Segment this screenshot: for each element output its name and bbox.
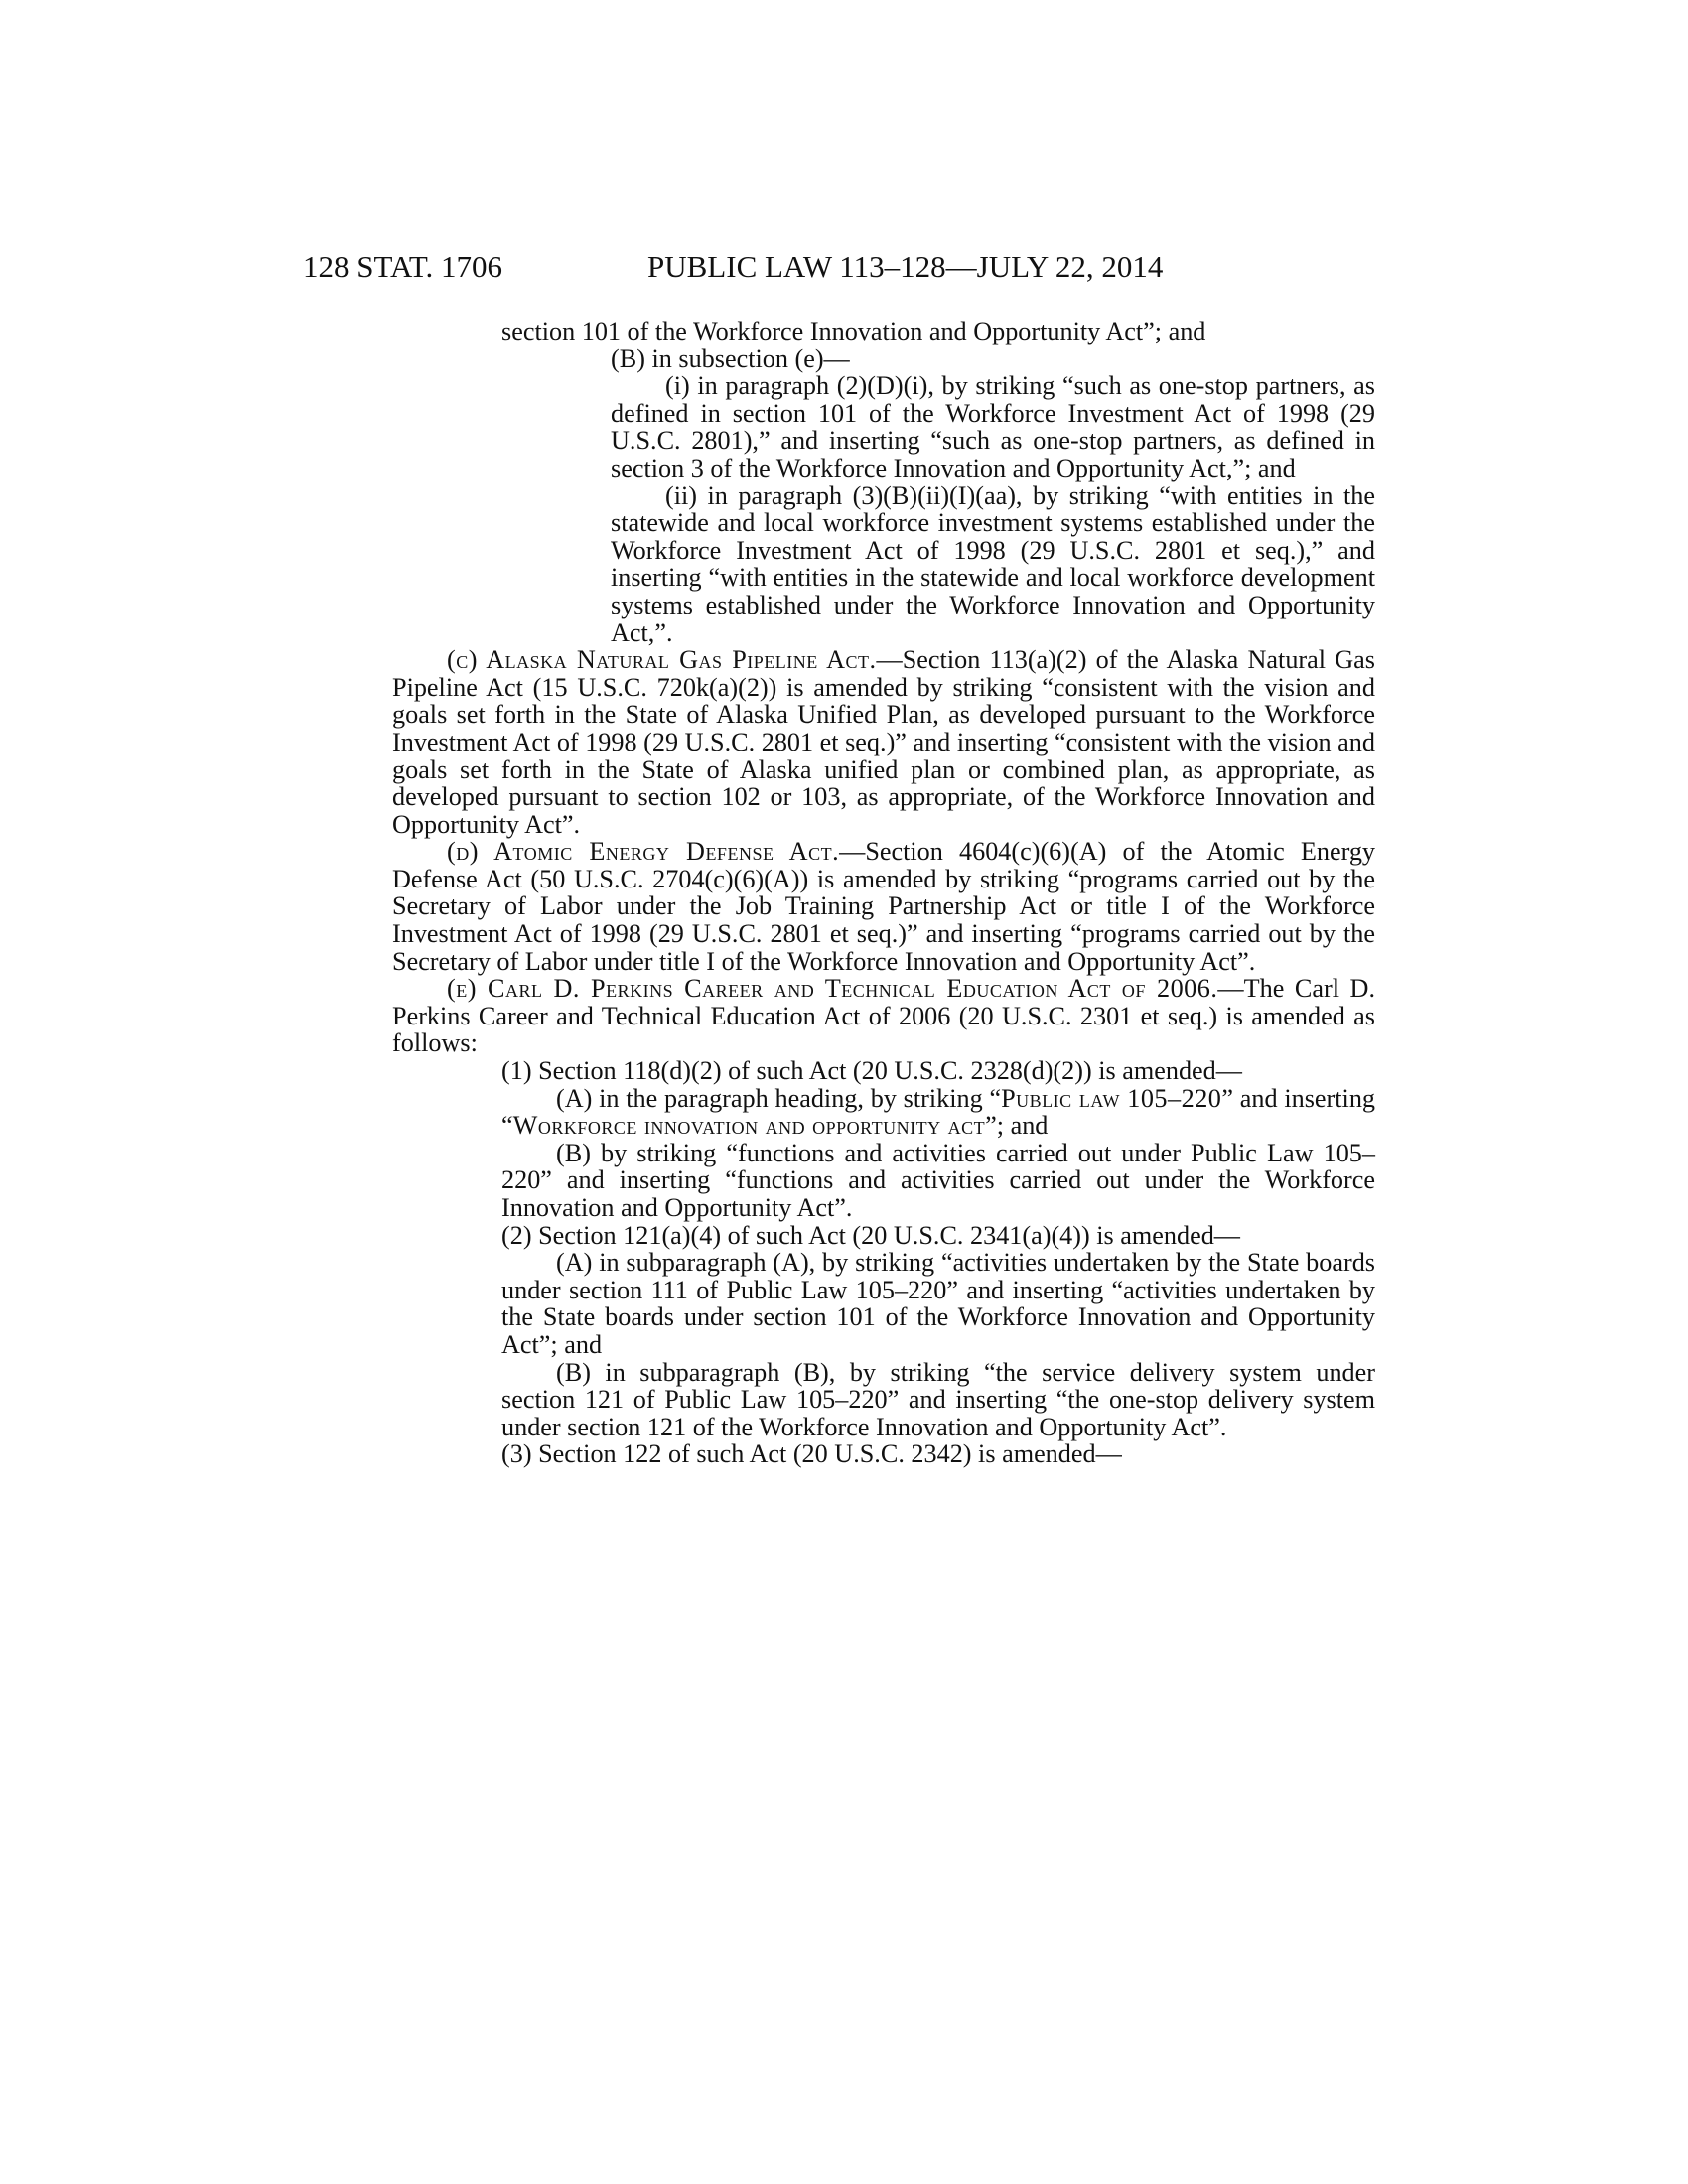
subparagraph-b: (B) in subsection (e)— [611, 343, 850, 373]
subsection-e-text: —The Carl D. Perkins Career and Technical Education Act of 2006 (20 U.S.C. 2301 et seq.) is amended as follows: [392, 974, 1375, 1058]
paragraph-1-subparagraph-b: (B) by striking “functions and activities carried out under Public Law 105–220” and inserting “functions and activities carried out under the Workforce Innovation and Opportunity Act”. [501, 1138, 1375, 1222]
paragraph-2-subparagraph-a: (A) in subparagraph (A), by striking “activities undertaken by the State boards under section 111 of Public Law 105–220” and inserting “activities undertaken by the State boards under section 101 of the Workforce Innovation and Opportunity Act”; and [501, 1248, 1375, 1359]
paragraph-continuation: section 101 of the Workforce Innovation and Opportunity Act”; and [501, 317, 1206, 345]
paragraph-1-a-text-start: (A) in the paragraph heading, by striking “ [556, 1083, 1002, 1113]
document-body [392, 317, 1376, 1469]
subsection-e [392, 975, 1375, 1057]
subsection-c-text: —Section 113(a)(2) of the Alaska Natural Gas Pipeline Act (15 U.S.C. 720k(a)(2)) is amended by striking “consistent with the vision and goals set forth in the State of Alaska Unified Plan, as developed pursuant to the Workforce Investment Act of 1998 (29 U.S.C. 2801 et seq.)” and inserting “consistent with the vision and goals set forth in the State of Alaska unified plan or combined plan, as appropriate, as developed pursuant to section 102 or 103, as appropriate, of the Workforce Innovation and Opportunity Act”. [392, 645, 1375, 839]
paragraph-1-a-heading-inserted: Workforce innovation and opportunity act [512, 1111, 986, 1141]
paragraph-1-a-text-end: ”; and [985, 1111, 1049, 1141]
stat-page-reference: 128 STAT. 1706 [303, 249, 503, 284]
paragraph-2-subparagraph-b: (B) in subparagraph (B), by striking “the service delivery system under section 121 of Public Law 105–220” and inserting “the one-stop delivery system under section 121 of the Workforce Innovation and Opportunity Act”. [501, 1357, 1375, 1441]
subsection-d-text: —Section 4604(c)(6)(A) of the Atomic Energy Defense Act (50 U.S.C. 2704(c)(6)(A)) is amended by striking “programs carried out by the Secretary of Labor under the Job Training Partnership Act or title I of the Workforce Investment Act of 1998 (29 U.S.C. 2801 et seq.)” and inserting “programs carried out by the Secretary of Labor under title I of the Workforce Innovation and Opportunity Act”. [392, 837, 1376, 976]
clause-ii: (ii) in paragraph (3)(B)(ii)(I)(aa), by striking “with entities in the statewide and local workforce investment systems established under the Workforce Investment Act of 1998 (29 U.S.C. 2801 et seq.),” and inserting “with entities in the statewide and local workforce development systems established under the Workforce Innovation and Opportunity Act,”. [611, 480, 1375, 647]
paragraph-1: (1) Section 118(d)(2) of such Act (20 U.S.C. 2328(d)(2)) is amended— [501, 1056, 1242, 1086]
paragraph-1-a-text-mid: ” and inserting “ [501, 1083, 1376, 1141]
clause-i: (i) in paragraph (2)(D)(i), by striking “such as one-stop partners, as defined in section 101 of the Workforce Investment Act of 1998 (29 U.S.C. 2801),” and inserting “such as one-stop partners, as defined in section 3 of the Workforce Innovation and Opportunity Act,”; and [611, 371, 1375, 482]
subsection-c-heading: (c) Alaska Natural Gas Pipeline Act. [447, 645, 877, 675]
subsection-e-heading: (e) Carl D. Perkins Career and Technical Education Act of 2006. [447, 974, 1218, 1004]
subsection-c [392, 646, 1375, 838]
paragraph-1-a-heading-struck: Public law 105–220 [1001, 1083, 1222, 1113]
running-head-title: PUBLIC LAW 113–128—JULY 22, 2014 [647, 249, 1164, 284]
paragraph-1-subparagraph-a [501, 1085, 1375, 1140]
paragraph-2: (2) Section 121(a)(4) of such Act (20 U.S.C. 2341(a)(4)) is amended— [501, 1220, 1240, 1250]
paragraph-3: (3) Section 122 of such Act (20 U.S.C. 2342) is amended— [501, 1439, 1122, 1469]
subsection-d-heading: (d) Atomic Energy Defense Act. [447, 837, 840, 867]
subsection-d [392, 838, 1375, 975]
